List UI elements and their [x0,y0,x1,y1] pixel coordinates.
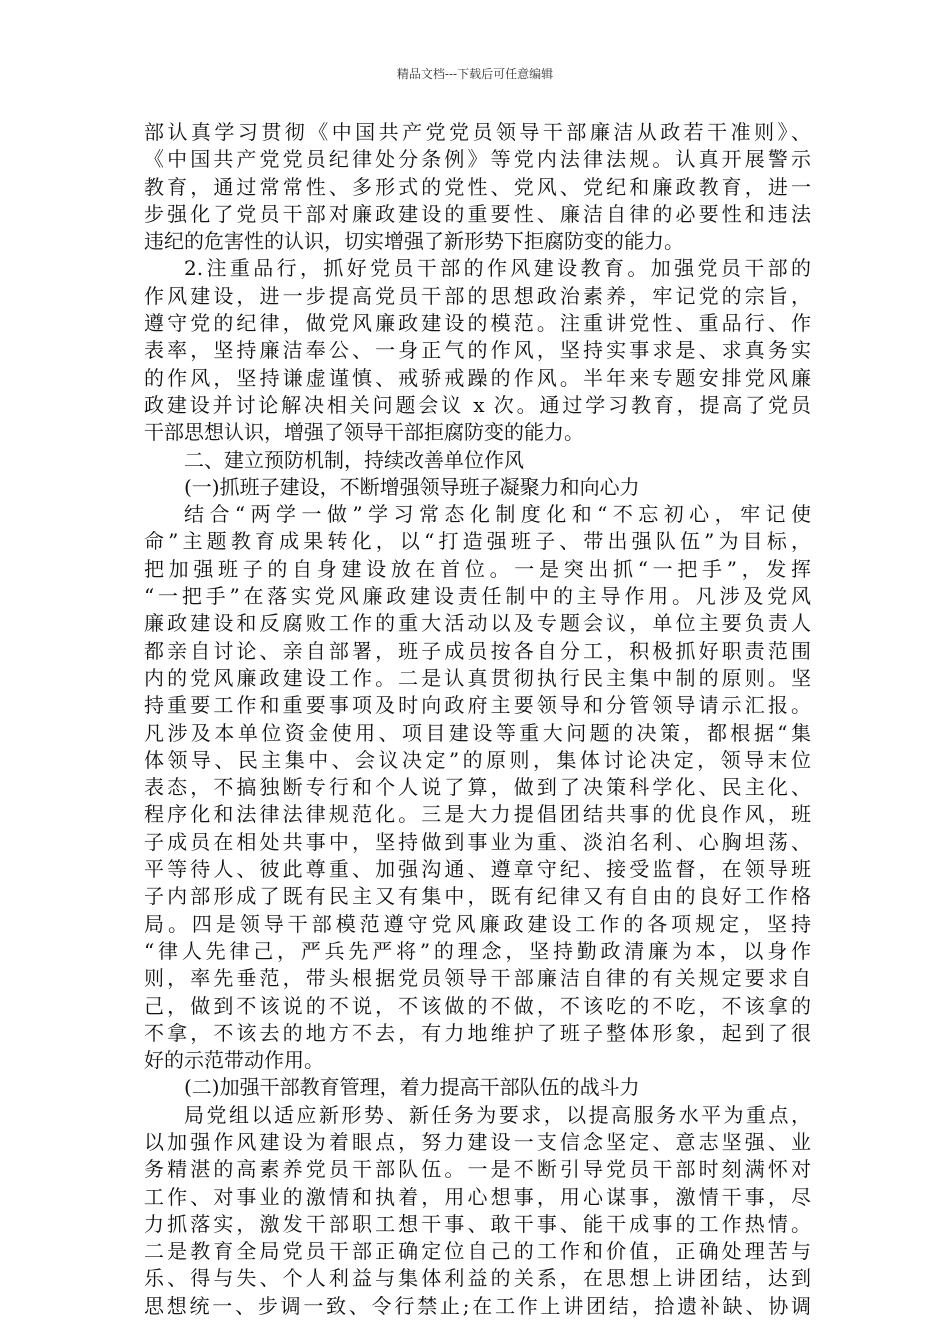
text-line: 体领导、民主集中、会议决定”的原则，集体讨论决定，领导末位 [144,747,811,772]
text-line: 违纪的危害性的认识，切实增强了新形势下拒腐防变的能力。 [144,229,684,254]
text-line: 务精湛的高素养党员干部队伍。一是不断引导党员干部时刻满怀对 [144,1157,811,1182]
page-header: 精品文档---下载后可任意编辑 [396,67,554,81]
text-line: 思想统一、步调一致、令行禁止;在工作上讲团结，拾遗补缺、协调 [144,1293,811,1318]
text-line: 把加强班子的自身建设放在首位。一是突出抓“一把手”，发挥 [144,556,811,581]
text-line: 政建设并讨论解决相关问题会议 x 次。通过学习教育，提高了党员 [144,392,811,417]
text-line: 局党组以适应新形势、新任务为要求，以提高服务水平为重点， [184,1102,811,1127]
text-line: 干部思想认识，增强了领导干部拒腐防变的能力。 [144,420,584,445]
text-line: 二是教育全局党员干部正确定位自己的工作和价值，正确处理苦与 [144,1239,811,1264]
text-line: “一把手”在落实党风廉政建设责任制中的主导作用。凡涉及党风 [144,584,811,609]
document-body [144,119,811,1320]
text-line: “律人先律己，严兵先严将”的理念，坚持勤政清廉为本，以身作 [144,938,811,963]
text-line: 步强化了党员干部对廉政建设的重要性、廉洁自律的必要性和违法 [144,201,811,226]
section-heading: 二、建立预防机制，持续改善单位作风 [184,447,524,472]
text-line: 的作风，坚持谦虚谨慎、戒骄戒躁的作风。半年来专题安排党风廉 [144,365,811,390]
subsection-heading: (一)抓班子建设，不断增强领导班子凝聚力和向心力 [184,474,640,499]
text-line: 子成员在相处共事中，坚持做到事业为重、淡泊名利、心胸坦荡、 [144,829,811,854]
text-line: 以加强作风建设为着眼点，努力建设一支信念坚定、意志坚强、业 [144,1129,811,1154]
text-line: 内的党风廉政建设工作。二是认真贯彻执行民主集中制的原则。坚 [144,665,811,690]
text-line: 都亲自讨论、亲自部署，班子成员按各自分工，积极抓好职责范围 [144,638,811,663]
text-line: 好的示范带动作用。 [144,1048,324,1073]
text-line: 教育，通过常常性、多形式的党性、党风、党纪和廉政教育，进一 [144,174,811,199]
text-line: 廉政建设和反腐败工作的重大活动以及专题会议，单位主要负责人 [144,611,811,636]
text-line: 乐、得与失、个人利益与集体利益的关系，在思想上讲团结，达到 [144,1266,811,1291]
text-line: 作风建设，进一步提高党员干部的思想政治素养，牢记党的宗旨， [144,283,811,308]
text-line: 工作、对事业的激情和执着，用心想事，用心谋事，激情干事，尽 [144,1184,811,1209]
text-line: 平等待人、彼此尊重、加强沟通、遵章守纪、接受监督，在领导班 [144,857,811,882]
text-line: 力抓落实，激发干部职工想干事、敢干事、能干成事的工作热情。 [144,1211,811,1236]
text-line: 程序化和法律法律规范化。三是大力提倡团结共事的优良作风，班 [144,802,811,827]
text-line: 持重要工作和重要事项及时向政府主要领导和分管领导请示汇报。 [144,693,811,718]
text-line: 己，做到不该说的不说，不该做的不做，不该吃的不吃，不该拿的 [144,993,811,1018]
text-line: 子内部形成了既有民主又有集中，既有纪律又有自由的良好工作格 [144,884,811,909]
text-line: 凡涉及本单位资金使用、项目建设等重大问题的决策，都根据“集 [144,720,811,745]
text-line: 2.注重品行，抓好党员干部的作风建设教育。加强党员干部的 [184,256,811,281]
text-line: 《中国共产党党员纪律处分条例》等党内法律法规。认真开展警示 [144,147,811,172]
text-line: 命”主题教育成果转化，以“打造强班子、带出强队伍”为目标， [144,529,811,554]
text-line: 表态，不搞独断专行和个人说了算，做到了决策科学化、民主化、 [144,775,811,800]
text-line: 结合“两学一做”学习常态化制度化和“不忘初心，牢记使 [184,502,811,527]
text-line: 不拿，不该去的地方不去，有力地维护了班子整体形象，起到了很 [144,1020,811,1045]
text-line: 局。四是领导干部模范遵守党风廉政建设工作的各项规定，坚持 [144,911,811,936]
text-line: 则，率先垂范，带头根据党员领导干部廉洁自律的有关规定要求自 [144,966,811,991]
text-line: 遵守党的纪律，做党风廉政建设的模范。注重讲党性、重品行、作 [144,311,811,336]
text-line: 部认真学习贯彻《中国共产党党员领导干部廉洁从政若干准则》、 [144,120,811,144]
subsection-heading: (二)加强干部教育管理，着力提高干部队伍的战斗力 [184,1075,640,1100]
text-line: 表率，坚持廉洁奉公、一身正气的作风，坚持实事求是、求真务实 [144,338,811,363]
